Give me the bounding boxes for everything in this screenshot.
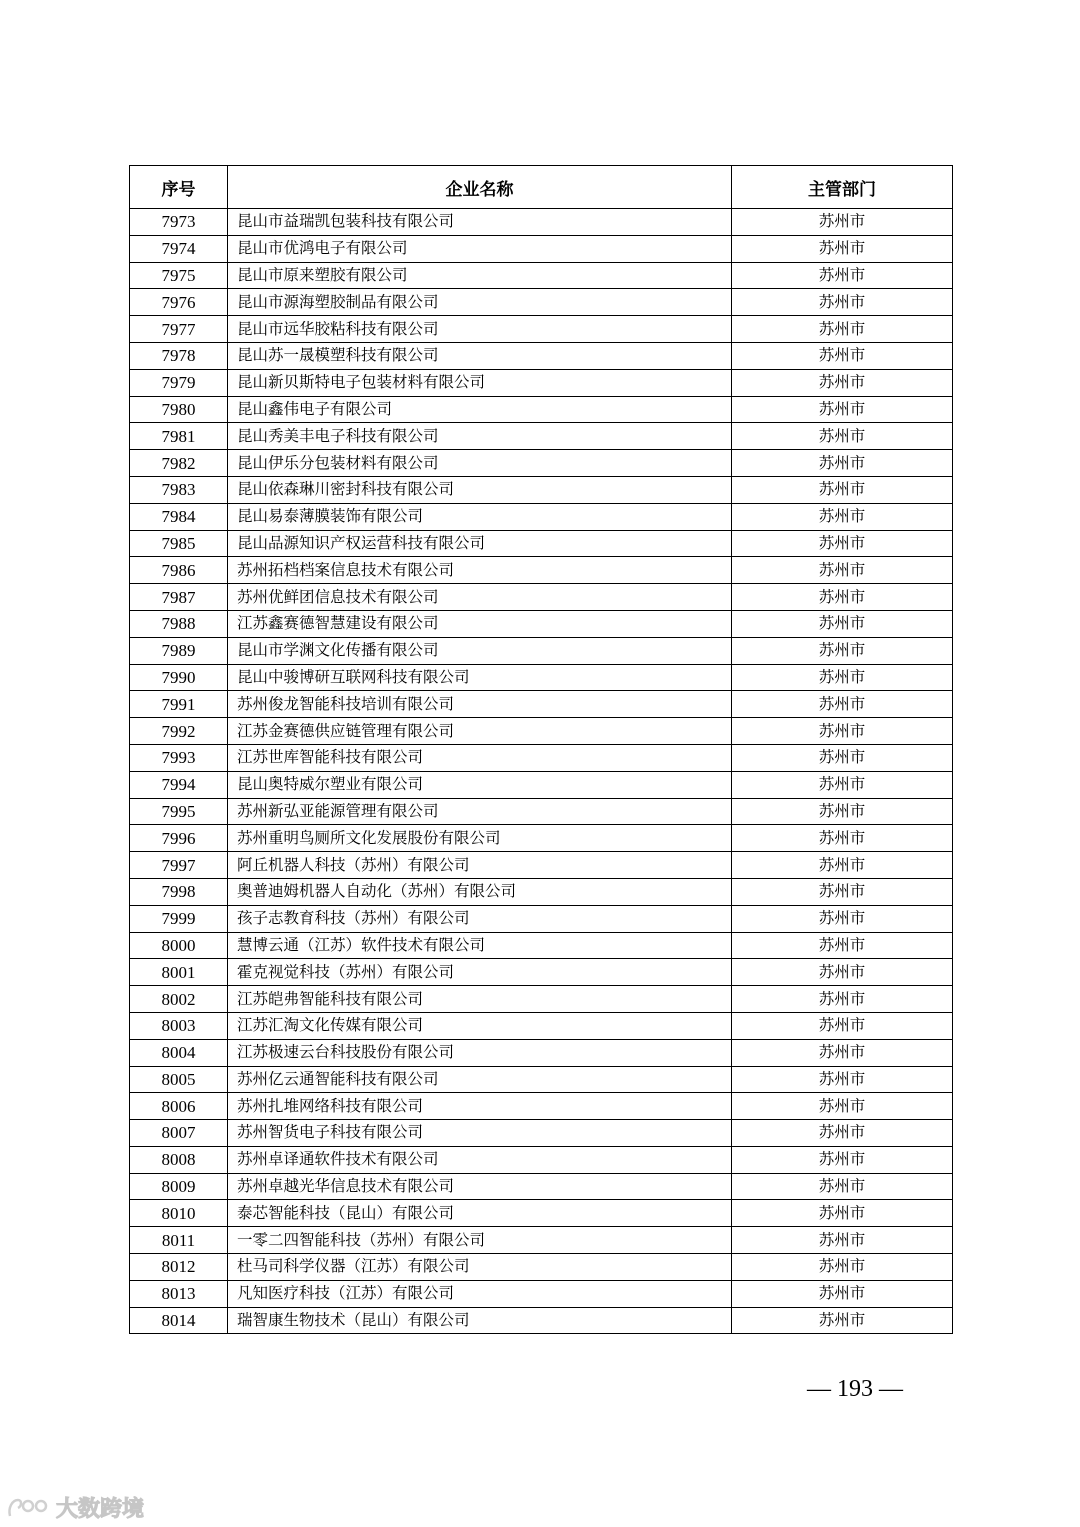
row-index: 7994 [130, 771, 228, 798]
table-row [130, 342, 953, 369]
table-row [130, 610, 953, 637]
row-company-name: 江苏金赛德供应链管理有限公司 [228, 718, 732, 745]
table-row [130, 476, 953, 503]
row-department: 苏州市 [732, 423, 953, 450]
row-department: 苏州市 [732, 986, 953, 1013]
row-company-name: 慧博云通（江苏）软件技术有限公司 [228, 932, 732, 959]
row-company-name: 昆山易泰薄膜装饰有限公司 [228, 503, 732, 530]
row-department: 苏州市 [732, 878, 953, 905]
table-header-row [130, 166, 953, 209]
table-row [130, 1039, 953, 1066]
row-department: 苏州市 [732, 503, 953, 530]
row-company-name: 苏州智货电子科技有限公司 [228, 1120, 732, 1147]
row-company-name: 苏州扎堆网络科技有限公司 [228, 1093, 732, 1120]
row-index: 8010 [130, 1200, 228, 1227]
row-index: 7980 [130, 396, 228, 423]
row-company-name: 昆山市远华胶粘科技有限公司 [228, 316, 732, 343]
table-row [130, 1254, 953, 1281]
row-department: 苏州市 [732, 396, 953, 423]
table-body [130, 209, 953, 1334]
row-index: 8005 [130, 1066, 228, 1093]
table-row [130, 825, 953, 852]
row-index: 7973 [130, 209, 228, 236]
table-row [130, 1307, 953, 1334]
row-index: 7982 [130, 450, 228, 477]
row-index: 8004 [130, 1039, 228, 1066]
row-index: 7979 [130, 369, 228, 396]
row-index: 7988 [130, 610, 228, 637]
table-row [130, 316, 953, 343]
row-index: 7977 [130, 316, 228, 343]
table-row [130, 369, 953, 396]
row-company-name: 昆山鑫伟电子有限公司 [228, 396, 732, 423]
table-row [130, 1146, 953, 1173]
table-row [130, 1012, 953, 1039]
table-row [130, 423, 953, 450]
table-row [130, 1200, 953, 1227]
row-company-name: 昆山秀美丰电子科技有限公司 [228, 423, 732, 450]
table-row [130, 932, 953, 959]
row-department: 苏州市 [732, 1307, 953, 1334]
row-department: 苏州市 [732, 1173, 953, 1200]
row-company-name: 泰芯智能科技（昆山）有限公司 [228, 1200, 732, 1227]
row-index: 8013 [130, 1280, 228, 1307]
row-company-name: 苏州新弘亚能源管理有限公司 [228, 798, 732, 825]
header-index: 序号 [130, 166, 228, 209]
table-row [130, 718, 953, 745]
row-company-name: 杜马司科学仪器（江苏）有限公司 [228, 1254, 732, 1281]
table-row [130, 878, 953, 905]
row-index: 7983 [130, 476, 228, 503]
row-index: 8009 [130, 1173, 228, 1200]
row-department: 苏州市 [732, 530, 953, 557]
row-index: 8012 [130, 1254, 228, 1281]
row-department: 苏州市 [732, 557, 953, 584]
watermark [6, 1492, 144, 1523]
company-table [129, 165, 953, 1334]
table-row [130, 530, 953, 557]
row-index: 8000 [130, 932, 228, 959]
row-company-name: 苏州卓越光华信息技术有限公司 [228, 1173, 732, 1200]
row-department: 苏州市 [732, 1066, 953, 1093]
row-department: 苏州市 [732, 610, 953, 637]
row-department: 苏州市 [732, 1039, 953, 1066]
row-department: 苏州市 [732, 1093, 953, 1120]
row-company-name: 昆山新贝斯特电子包装材料有限公司 [228, 369, 732, 396]
row-department: 苏州市 [732, 1012, 953, 1039]
row-company-name: 昆山依森琳川密封科技有限公司 [228, 476, 732, 503]
table-row [130, 262, 953, 289]
row-index: 7998 [130, 878, 228, 905]
row-company-name: 苏州重明鸟厕所文化发展股份有限公司 [228, 825, 732, 852]
header-company-name: 企业名称 [228, 166, 732, 209]
row-department: 苏州市 [732, 718, 953, 745]
row-department: 苏州市 [732, 262, 953, 289]
row-department: 苏州市 [732, 637, 953, 664]
row-department: 苏州市 [732, 369, 953, 396]
row-department: 苏州市 [732, 209, 953, 236]
company-table-container [129, 165, 952, 1334]
table-row [130, 1280, 953, 1307]
row-company-name: 苏州亿云通智能科技有限公司 [228, 1066, 732, 1093]
table-row [130, 584, 953, 611]
row-index: 7999 [130, 905, 228, 932]
table-row [130, 744, 953, 771]
row-index: 8008 [130, 1146, 228, 1173]
row-index: 7978 [130, 342, 228, 369]
table-row [130, 557, 953, 584]
row-index: 8002 [130, 986, 228, 1013]
table-row [130, 664, 953, 691]
table-row [130, 450, 953, 477]
table-row [130, 235, 953, 262]
row-index: 7981 [130, 423, 228, 450]
row-index: 7986 [130, 557, 228, 584]
row-index: 8001 [130, 959, 228, 986]
row-department: 苏州市 [732, 1227, 953, 1254]
row-department: 苏州市 [732, 235, 953, 262]
page-number: — 193 — [807, 1376, 903, 1402]
table-row [130, 986, 953, 1013]
row-department: 苏州市 [732, 744, 953, 771]
row-department: 苏州市 [732, 476, 953, 503]
row-index: 8014 [130, 1307, 228, 1334]
table-row [130, 1227, 953, 1254]
table-row [130, 691, 953, 718]
row-department: 苏州市 [732, 1120, 953, 1147]
table-row [130, 1120, 953, 1147]
row-company-name: 苏州拓档档案信息技术有限公司 [228, 557, 732, 584]
row-company-name: 昆山品源知识产权运营科技有限公司 [228, 530, 732, 557]
row-index: 7987 [130, 584, 228, 611]
row-company-name: 江苏皑弗智能科技有限公司 [228, 986, 732, 1013]
row-company-name: 瑞智康生物技术（昆山）有限公司 [228, 1307, 732, 1334]
row-department: 苏州市 [732, 664, 953, 691]
row-company-name: 阿丘机器人科技（苏州）有限公司 [228, 852, 732, 879]
header-department: 主管部门 [732, 166, 953, 209]
row-department: 苏州市 [732, 316, 953, 343]
table-row [130, 396, 953, 423]
row-company-name: 江苏鑫赛德智慧建设有限公司 [228, 610, 732, 637]
logo-icon [6, 1494, 52, 1522]
row-department: 苏州市 [732, 1254, 953, 1281]
row-company-name: 昆山奥特威尔塑业有限公司 [228, 771, 732, 798]
row-index: 7976 [130, 289, 228, 316]
row-company-name: 江苏极速云台科技股份有限公司 [228, 1039, 732, 1066]
row-company-name: 苏州优鲜团信息技术有限公司 [228, 584, 732, 611]
row-index: 7992 [130, 718, 228, 745]
row-company-name: 昆山中骏博研互联网科技有限公司 [228, 664, 732, 691]
row-index: 8011 [130, 1227, 228, 1254]
row-company-name: 昆山市源海塑胶制品有限公司 [228, 289, 732, 316]
table-row [130, 637, 953, 664]
table-row [130, 1173, 953, 1200]
row-department: 苏州市 [732, 1280, 953, 1307]
row-company-name: 昆山市原来塑胶有限公司 [228, 262, 732, 289]
row-index: 7984 [130, 503, 228, 530]
table-row [130, 1093, 953, 1120]
row-company-name: 苏州俊龙智能科技培训有限公司 [228, 691, 732, 718]
row-company-name: 昆山市益瑞凯包装科技有限公司 [228, 209, 732, 236]
row-department: 苏州市 [732, 584, 953, 611]
row-company-name: 孩子志教育科技（苏州）有限公司 [228, 905, 732, 932]
row-company-name: 一零二四智能科技（苏州）有限公司 [228, 1227, 732, 1254]
row-company-name: 昆山市学渊文化传播有限公司 [228, 637, 732, 664]
row-department: 苏州市 [732, 1146, 953, 1173]
table-row [130, 905, 953, 932]
row-company-name: 昆山市优鸿电子有限公司 [228, 235, 732, 262]
row-company-name: 奥普迪姆机器人自动化（苏州）有限公司 [228, 878, 732, 905]
row-index: 8006 [130, 1093, 228, 1120]
table-row [130, 798, 953, 825]
row-company-name: 苏州卓译通软件技术有限公司 [228, 1146, 732, 1173]
row-company-name: 江苏世库智能科技有限公司 [228, 744, 732, 771]
table-row [130, 503, 953, 530]
row-index: 7974 [130, 235, 228, 262]
row-company-name: 凡知医疗科技（江苏）有限公司 [228, 1280, 732, 1307]
row-index: 8003 [130, 1012, 228, 1039]
row-index: 7991 [130, 691, 228, 718]
row-department: 苏州市 [732, 852, 953, 879]
row-index: 7995 [130, 798, 228, 825]
watermark-text: 大数跨境 [56, 1497, 145, 1522]
table-row [130, 209, 953, 236]
row-department: 苏州市 [732, 289, 953, 316]
row-department: 苏州市 [732, 905, 953, 932]
row-index: 7975 [130, 262, 228, 289]
table-row [130, 959, 953, 986]
row-department: 苏州市 [732, 959, 953, 986]
row-index: 7993 [130, 744, 228, 771]
row-index: 7989 [130, 637, 228, 664]
row-department: 苏州市 [732, 450, 953, 477]
row-index: 7985 [130, 530, 228, 557]
row-department: 苏州市 [732, 342, 953, 369]
table-row [130, 852, 953, 879]
row-index: 7990 [130, 664, 228, 691]
row-department: 苏州市 [732, 932, 953, 959]
row-company-name: 江苏汇淘文化传媒有限公司 [228, 1012, 732, 1039]
table-row [130, 289, 953, 316]
row-company-name: 昆山苏一晟模塑科技有限公司 [228, 342, 732, 369]
table-row [130, 1066, 953, 1093]
row-department: 苏州市 [732, 771, 953, 798]
table-row [130, 771, 953, 798]
row-company-name: 霍克视觉科技（苏州）有限公司 [228, 959, 732, 986]
row-index: 7997 [130, 852, 228, 879]
row-department: 苏州市 [732, 691, 953, 718]
row-department: 苏州市 [732, 798, 953, 825]
row-department: 苏州市 [732, 1200, 953, 1227]
row-department: 苏州市 [732, 825, 953, 852]
row-index: 8007 [130, 1120, 228, 1147]
row-company-name: 昆山伊乐分包装材料有限公司 [228, 450, 732, 477]
row-index: 7996 [130, 825, 228, 852]
